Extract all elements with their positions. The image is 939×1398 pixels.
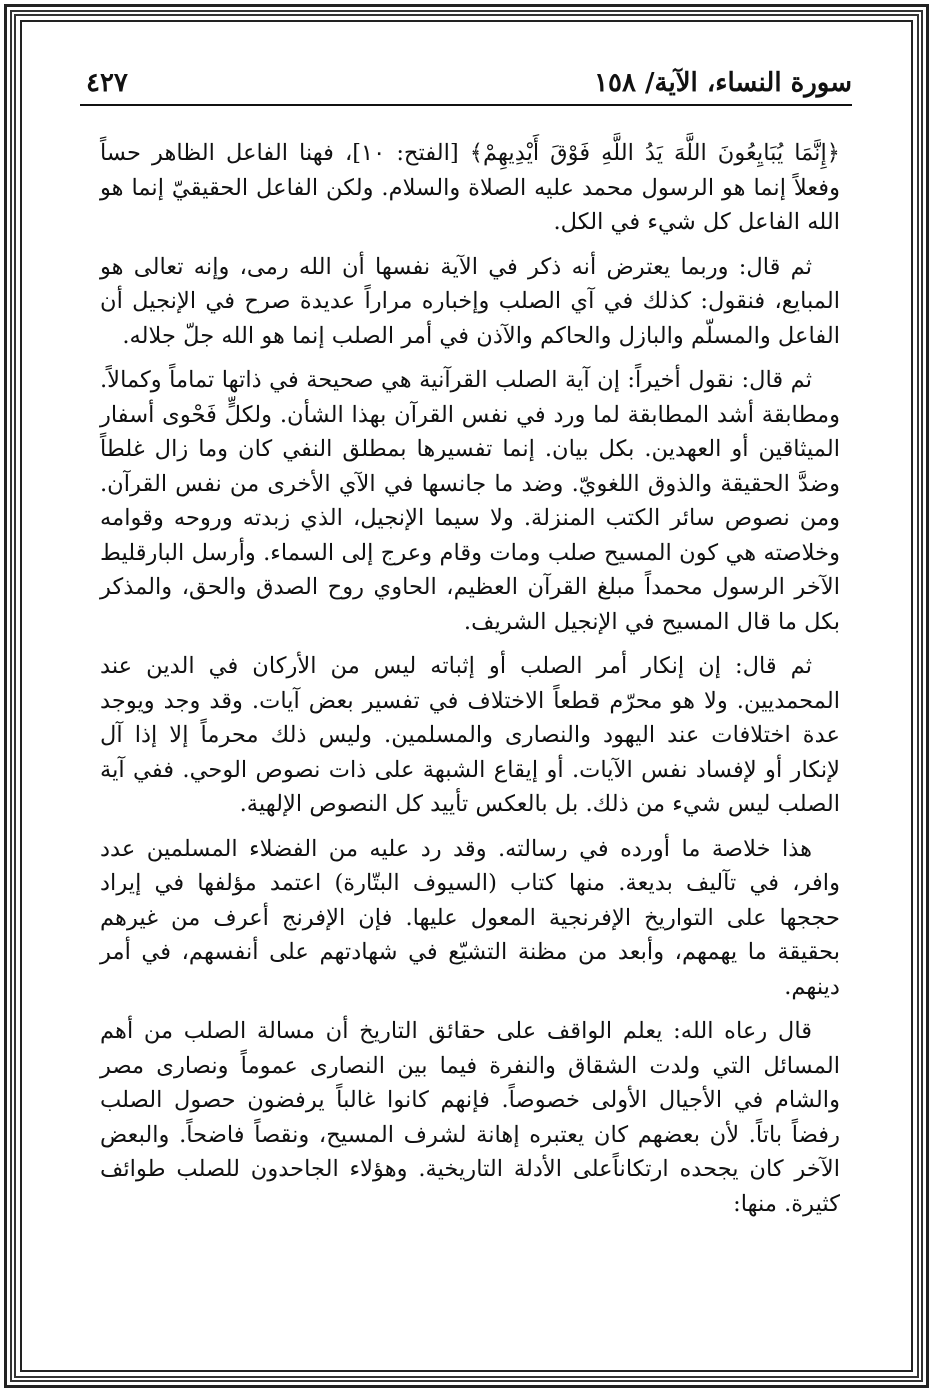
paragraph-1: ﴿إِنَّمَا يُبَايِعُونَ اللَّهَ يَدُ اللَّهِ فَوْقَ أَيْدِيهِمْ﴾ [الفتح: ١٠]، فهنا الفاعل الظاهر حساً وفعلاً إنما هو الرسول محمد عليه الصلاة والسلام. ولكن الفاعل الحقيقيّ إنما هو الله الفاعل كل شيء في الكل.	[100, 140, 840, 235]
page-header	[80, 66, 852, 106]
paragraph-5: هذا خلاصة ما أورده في رسالته. وقد رد عليه من الفضلاء المسلمين عدد وافر، في تآليف بديعة. منها كتاب (السيوف البتّارة) اعتمد مؤلفها في إيراد حججها على التواريخ الإفرنجية المعول عليها. فإن الإفرنج أعرف من غيرهم بحقيقة ما يهمهم، وأبعد من مظنة التشيّع في شهادتهم على أنفسهم، في أمر دينهم.	[100, 835, 840, 1000]
page-number: ٤٢٧	[86, 68, 128, 98]
paragraph-3: ثم قال: نقول أخيراً: إن آية الصلب القرآنية هي صحيحة في ذاتها تماماً وكمالاً. ومطابقة أشد المطابقة لما ورد في نفس القرآن بهذا الشأن. ولكلٍّ فَحْوى أسفار الميثاقين أو العهدين. بكل بيان. إنما تفسيرها بمطلق النفي كان وما زال غلطاً وضدَّ الحقيقة والذوق اللغويّ. وضد ما جانسها في الآي الأخرى من نفس القرآن. ومن نصوص سائر الكتب المنزلة. ولا سيما الإنجيل، الذي زبدته وروحه وقوامه وخلاصته هي كون المسيح صلب ومات وقام وعرج إلى السماء. وأرسل البارقليط الآخر الرسول محمداً مبلغ القرآن العظيم، الحاوي روح الصدق والحق، والمذكر بكل ما قال المسيح في الإنجيل الشريف.	[100, 367, 840, 635]
page-body	[100, 136, 840, 1231]
paragraph-4: ثم قال: إن إنكار أمر الصلب أو إثباته ليس من الأركان في الدين عند المحمديين. ولا هو محرّم قطعاً الاختلاف في تفسير بعض آيات. وقد وجد ويوجد عدة اختلافات عند اليهود والنصارى والمسلمين. وليس ذلك محرماً إلا إذا آل لإنكار أو لإفساد نفس الآيات. أو إيقاع الشبهة على ذات نصوص الوحي. ففي آية الصلب ليس شيء من ذلك. بل بالعكس تأييد كل النصوص الإلهية.	[100, 653, 840, 817]
header-rule	[80, 104, 852, 106]
paragraph-2: ثم قال: وربما يعترض أنه ذكر في الآية نفسها أن الله رمى، وإنه تعالى هو المبايع، فنقول: كذلك في آي الصلب وإخباره مراراً عديدة صرح في الإنجيل أن الفاعل والمسلّم والبازل والحاكم والآذن في أمر الصلب إنما هو الله جلّ جلاله.	[100, 253, 840, 349]
paragraph-6: قال رعاه الله: يعلم الواقف على حقائق التاريخ أن مسالة الصلب من أهم المسائل التي ولدت الشقاق والنفرة فيما بين النصارى عموماً ونصارى مصر والشام في الأجيال الأولى خصوصاً. فإنهم كانوا غالباً يرفضون حصول الصلب رفضاً باتاً. لأن بعضهم كان يعتبره إهانة لشرف المسيح، ونقصاً فاضحاً. والبعض الآخر كان يجحده ارتكاناًعلى الأدلة التاريخية. وهؤلاء الجاحدون للصلب طوائف كثيرة. منها:	[100, 1018, 840, 1217]
running-title: سورة النساء، الآية/ ١٥٨	[594, 68, 852, 98]
